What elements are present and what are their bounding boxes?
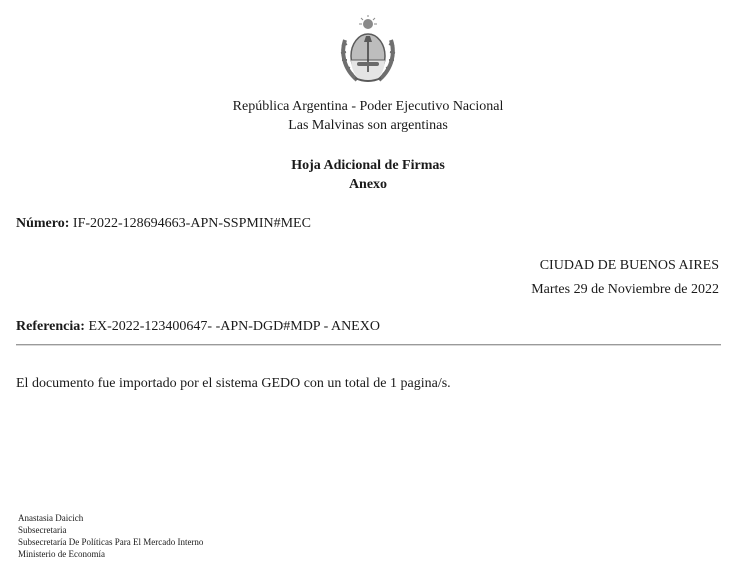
body-text: El documento fue importado por el sistema GEDO con un total de 1 pagina/s.: [16, 376, 451, 391]
divider: [16, 344, 721, 346]
referencia-label: Referencia:: [16, 319, 85, 334]
date: Martes 29 de Noviembre de 2022: [531, 282, 719, 297]
document-header-line1: República Argentina - Poder Ejecutivo Nacional: [232, 99, 504, 114]
numero-value: IF-2022-128694663-APN-SSPMIN#MEC: [72, 216, 311, 231]
signer-ministry: Ministerio de Economía: [18, 549, 105, 559]
coat-of-arms-icon: [337, 14, 399, 86]
numero-row: [16, 216, 311, 232]
signer-role: Subsecretaria: [18, 525, 67, 535]
document-title: Hoja Adicional de Firmas: [291, 158, 445, 173]
document-subtitle: Anexo: [348, 177, 388, 192]
document-header-line2: Las Malvinas son argentinas: [288, 118, 448, 133]
city: CIUDAD DE BUENOS AIRES: [539, 258, 719, 273]
signer-office: Subsecretaría De Políticas Para El Mercado Interno: [18, 537, 204, 547]
signer-name: Anastasia Daicich: [18, 513, 84, 523]
signature-block: [18, 512, 203, 560]
referencia-value: EX-2022-123400647- -APN-DGD#MDP - ANEXO: [88, 319, 380, 334]
numero-label: Número:: [16, 216, 70, 231]
referencia-row: [16, 319, 380, 335]
